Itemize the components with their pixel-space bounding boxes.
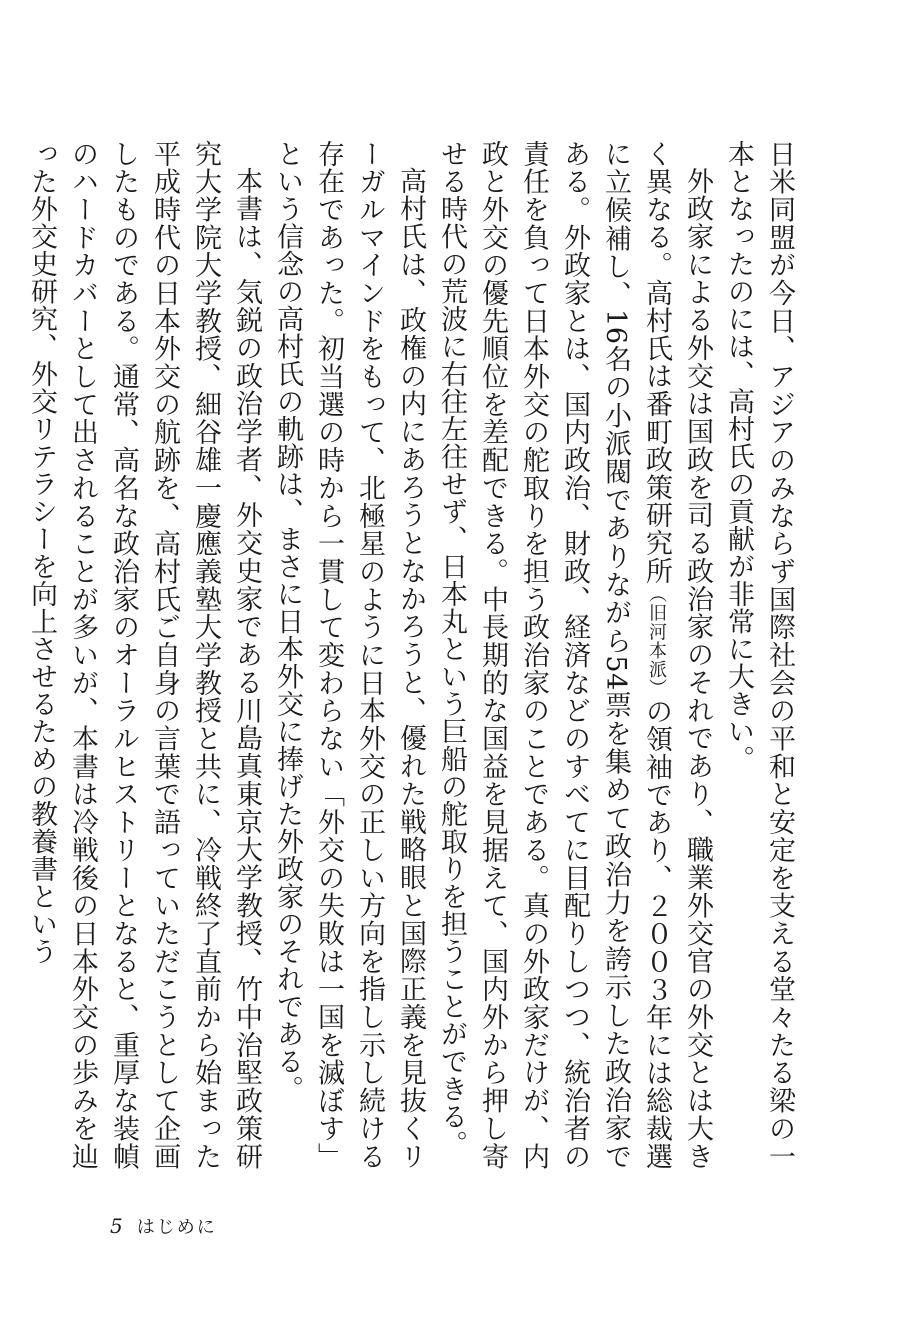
- paragraph-2-part-b: の領袖であり、２００３年には総裁選に立候補し、16名の小派閥でありながら54票を集めて政治力を誇示した政治家である。外政家とは、国内政治、財政、経済などのすべてに目配りしつつ、統治者の責任を負って日本外交の舵取りを担う政治家のことである。真の外政家だけが、内政と外交の優先順位を差配できる。中長期的な国益を見据えて、国内外から押し寄せる時代の荒波に右往左往せず、日本丸という巨船の舵取りを担うことができる。: [436, 140, 672, 1171]
- paragraph-2-part-a: 外政家による外交は国政を司る政治家のそれであり、職業外交官の外交とは大きく異なる。高村氏は番町政策研究所: [641, 140, 713, 1170]
- running-head: はじめに: [136, 1217, 217, 1238]
- page-number: 5: [110, 1214, 123, 1238]
- paragraph-3: 高村氏は、政権の内にあろうとなかろうと、優れた戦略眼と国際正義を見抜くリーガルマインドをもって、北極星のように日本外交の正しい方向を指し示し続ける存在であった。初当選の時から一貫して変わらない「外交の失敗は一国を滅ぼす」という信念の高村氏の軌跡は、まさに日本外交に捧げた外政家のそれである。: [272, 140, 426, 1171]
- paragraph-1: 日米同盟が今日、アジアのみならず国際社会の平和と安定を支える堂々たる梁の一本となったのには、高村氏の貢献が非常に大きい。: [723, 140, 795, 1171]
- paragraph-4: 本書は、気鋭の政治学者、外交史家である川島真東京大学教授、竹中治堅政策研究大学院大学教授、細谷雄一慶應義塾大学教授と共に、冷戦終了直前から始まった平成時代の日本外交の航跡を、高村氏ご自身の言葉で語っていただこうとして企画したものである。通常、高名な政治家のオーラルヒストリーとなると、重厚な装幀のハードカバーとして出されることが多いが、本書は冷戦後の日本外交の歩みを辿った外交史研究、外交リテラシーを向上させるための教養書という: [26, 140, 262, 1171]
- paragraph-2-note: （旧河本派）: [646, 584, 667, 698]
- body-text: [26, 140, 800, 1171]
- page-footer: [110, 1213, 217, 1243]
- paragraph-2: [431, 140, 718, 1170]
